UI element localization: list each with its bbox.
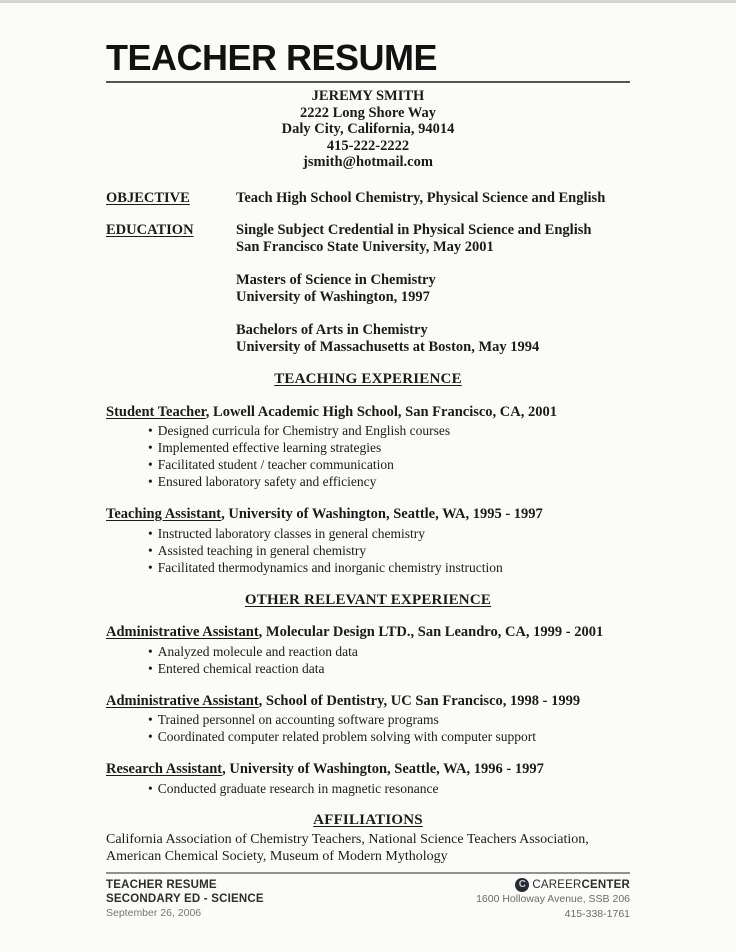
affiliations-text: California Association of Chemistry Teachers, National Science Teachers Association, American Chemical Society, Museum of Modern Mythology [106,832,589,864]
teaching-experience-heading: TEACHING EXPERIENCE [274,371,462,387]
job-title: Student Teacher [106,403,206,420]
contact-address-line2: Daly City, California, 94014 [281,121,455,137]
contact-block [106,88,630,171]
bullet-item: • Assisted teaching in general chemistry [148,542,630,559]
job-bullet-list [106,780,630,797]
job-entry [106,761,630,797]
footer-address: 1600 Holloway Avenue, SSB 206 [476,893,630,905]
job-header [106,506,630,523]
education-degree: Bachelors of Arts in Chemistry [236,322,428,338]
career-center-logo-text [532,879,630,891]
job-title: Administrative Assistant [106,692,259,709]
footer-phone: 415-338-1761 [564,907,630,920]
contact-name: JEREMY SMITH [311,88,425,104]
education-entry [236,222,630,255]
job-entry [106,404,630,491]
job-bullet-list [106,711,630,745]
education-school: University of Washington, 1997 [236,288,430,305]
job-header [106,624,630,641]
job-details: , School of Dentistry, UC San Francisco, 1998 - 1999 [258,692,581,709]
education-entry [236,322,630,355]
footer-divider [106,872,630,874]
job-header [106,404,630,421]
education-school: San Francisco State University, May 2001 [236,238,494,255]
education-entries [236,222,630,355]
education-school: University of Massachusetts at Boston, May 1994 [236,338,540,355]
bullet-item: • Analyzed molecule and reaction data [148,643,630,660]
logo-text-bold: CENTER [581,879,630,891]
page-title: TEACHER RESUME [106,37,438,78]
bullet-item: • Facilitated student / teacher communication [148,456,630,473]
job-bullet-list [106,643,630,677]
footer [106,878,630,921]
education-degree: Masters of Science in Chemistry [236,272,436,288]
footer-date: September 26, 2006 [106,907,202,919]
bullet-item: • Instructed laboratory classes in general chemistry [148,525,630,542]
bullet-item: • Conducted graduate research in magnetic resonance [148,780,630,797]
other-experience-heading: OTHER RELEVANT EXPERIENCE [244,591,492,608]
objective-text: Teach High School Chemistry, Physical Science and English [236,189,606,206]
bullet-item: • Coordinated computer related problem solving with computer support [148,728,630,745]
contact-address-line1: 2222 Long Shore Way [299,104,437,121]
contact-email: jsmith@hotmail.com [303,154,433,170]
education-section [106,222,630,355]
job-bullet-list [106,525,630,576]
bullet-item: • Implemented effective learning strategies [148,439,630,456]
job-entry [106,624,630,677]
bullet-item: • Trained personnel on accounting software programs [148,711,630,728]
c-badge-icon: C [515,878,529,892]
education-entry [236,272,630,305]
resume-page [0,3,736,921]
education-label: EDUCATION [106,222,194,238]
job-details: , Molecular Design LTD., San Leandro, CA, 1999 - 2001 [258,624,604,640]
job-entry [106,693,630,746]
footer-career-center [476,878,630,921]
job-title: Teaching Assistant [106,506,222,522]
bullet-item: • Entered chemical reaction data [148,660,630,677]
bullet-item: • Ensured laboratory safety and efficiency [148,473,630,490]
objective-section [106,190,630,207]
objective-label: OBJECTIVE [106,189,190,206]
bullet-item: • Facilitated thermodynamics and inorganic chemistry instruction [148,559,630,576]
footer-doc-title: TEACHER RESUME [106,879,217,891]
affiliations-heading: AFFILIATIONS [313,811,423,828]
job-entry [106,506,630,576]
job-header [106,693,630,710]
job-header [106,761,630,778]
contact-phone: 415-222-2222 [326,137,410,154]
title-divider [106,81,630,83]
bullet-item: • Designed curricula for Chemistry and English courses [148,422,630,439]
job-bullet-list [106,422,630,490]
career-center-logo [476,878,630,892]
footer-document-info [106,878,264,921]
job-details: , University of Washington, Seattle, WA, 1995 - 1997 [221,506,543,522]
education-degree: Single Subject Credential in Physical Science and English [236,222,592,238]
job-title: Research Assistant [106,761,223,777]
footer-doc-subtitle: SECONDARY ED - SCIENCE [106,893,264,905]
job-details: , University of Washington, Seattle, WA, 1996 - 1997 [222,761,544,777]
job-details: , Lowell Academic High School, San Francisco, CA, 2001 [205,403,558,420]
job-title: Administrative Assistant [106,624,259,640]
logo-text-regular: CAREER [532,879,582,891]
